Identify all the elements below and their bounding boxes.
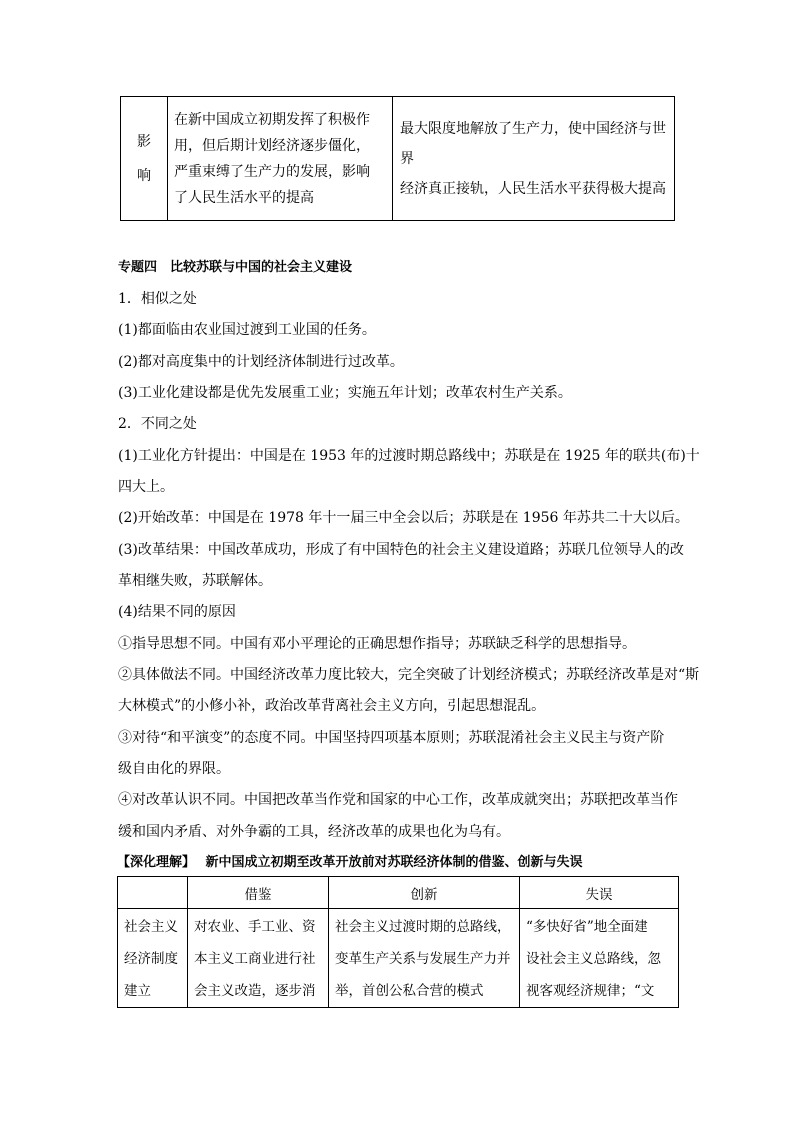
cell-line: 设社会主义总路线，忽 — [526, 951, 661, 967]
text-line: (2)开始改革：中国是在 1978 年十一届三中全会以后；苏联是在 1956 年苏共二十大以后。 — [118, 510, 689, 526]
mistake-cell — [520, 909, 679, 1008]
cell-line: 严重束缚了生产力的发展，影响 — [174, 163, 370, 180]
column-header: 失误 — [520, 877, 679, 909]
text-line: ②具体做法不同。中国经济改革力度比较大，完全突破了计划经济模式；苏联经济改革是对“斯 — [118, 667, 700, 683]
table-row — [121, 97, 675, 221]
table-header-row — [118, 877, 679, 909]
text-line: ③对待“和平演变”的态度不同。中国坚持四项基本原则；苏联混淆社会主义民主与资产阶 — [118, 730, 665, 746]
text-line: ①指导思想不同。中国有邓小平理论的正确思想作指导；苏联缺乏科学的思想指导。 — [118, 636, 636, 652]
cell-line: 在新中国成立初期发挥了积极作 — [174, 111, 370, 128]
cell-line: 经济制度 — [124, 951, 178, 967]
text-line: 2．不同之处 — [118, 416, 197, 432]
cell-line: “多快好省”地全面建 — [526, 919, 648, 935]
text-line: 大林模式”的小修小补，政治改革背离社会主义方向，引起思想混乱。 — [118, 698, 546, 714]
cell-line: 了人民生活水平的提高 — [174, 189, 314, 206]
column-header — [118, 877, 188, 909]
section-title: 专题四 比较苏联与中国的社会主义建设 — [118, 260, 353, 275]
column-header: 借鉴 — [188, 877, 329, 909]
text-line: (4)结果不同的原因 — [118, 604, 236, 620]
text-line: (2)都对高度集中的计划经济体制进行过改革。 — [118, 354, 404, 370]
text-line: (1)工业化方针提出：中国是在 1953 年的过渡时期总路线中；苏联是在 1925 年的联共(布)十 — [118, 448, 700, 464]
row-label-char: 影 — [137, 133, 151, 150]
cell-line: 对农业、手工业、资 — [194, 919, 316, 935]
cell-line: 用，但后期计划经济逐步僵化， — [174, 137, 370, 154]
cell-line: 视客观经济规律；“文 — [526, 983, 655, 999]
cell-line: 本主义工商业进行社 — [194, 951, 316, 967]
cell-line: 最大限度地解放了生产力，使中国经济与世界 — [400, 120, 666, 167]
row-label-cell — [118, 909, 188, 1008]
deepen-heading — [117, 853, 583, 873]
text-line: 级自由化的界限。 — [118, 761, 230, 777]
cell-line: 建立 — [124, 983, 151, 999]
text-line: (1)都面临由农业国过渡到工业国的任务。 — [118, 322, 376, 338]
row-label-char: 响 — [137, 167, 151, 184]
column-header: 创新 — [329, 877, 520, 909]
cell-line: 举，首创公私合营的模式 — [335, 983, 484, 999]
text-line: (3)工业化建设都是优先发展重工业；实施五年计划；改革农村生产关系。 — [118, 385, 572, 401]
reform-impact-cell — [393, 97, 675, 221]
text-line: 四大上。 — [118, 479, 174, 495]
text-line: ④对改革认识不同。中国把改革当作党和国家的中心工作，改革成就突出；苏联把改革当作 — [118, 792, 678, 808]
cell-line: 社会主义 — [124, 919, 178, 935]
innovation-cell — [329, 909, 520, 1008]
text-line: 革相继失败，苏联解体。 — [118, 573, 272, 589]
text-line: (3)改革结果：中国改革成功，形成了有中国特色的社会主义建设道路；苏联几位领导人的改 — [118, 542, 684, 558]
comparison-table-bottom — [117, 876, 679, 1008]
table-row — [118, 909, 679, 1008]
text-line: 缓和国内矛盾、对外争霸的工具，经济改革的成果也化为乌有。 — [118, 824, 510, 840]
deepen-tag: 【深化理解】 — [117, 855, 196, 870]
cell-line: 会主义改造，逐步消 — [194, 983, 316, 999]
cell-line: 变革生产关系与发展生产力并 — [335, 951, 511, 967]
cell-line: 经济真正接轨，人民生活水平获得极大提高 — [400, 180, 666, 197]
text-line: 1．相似之处 — [118, 291, 197, 307]
comparison-table-top — [120, 96, 675, 221]
planned-economy-impact-cell — [168, 97, 393, 221]
cell-line: 社会主义过渡时期的总路线， — [335, 919, 511, 935]
row-label-cell — [121, 97, 168, 221]
deepen-title: 新中国成立初期至改革开放前对苏联经济体制的借鉴、创新与失误 — [205, 855, 583, 870]
borrowing-cell — [188, 909, 329, 1008]
